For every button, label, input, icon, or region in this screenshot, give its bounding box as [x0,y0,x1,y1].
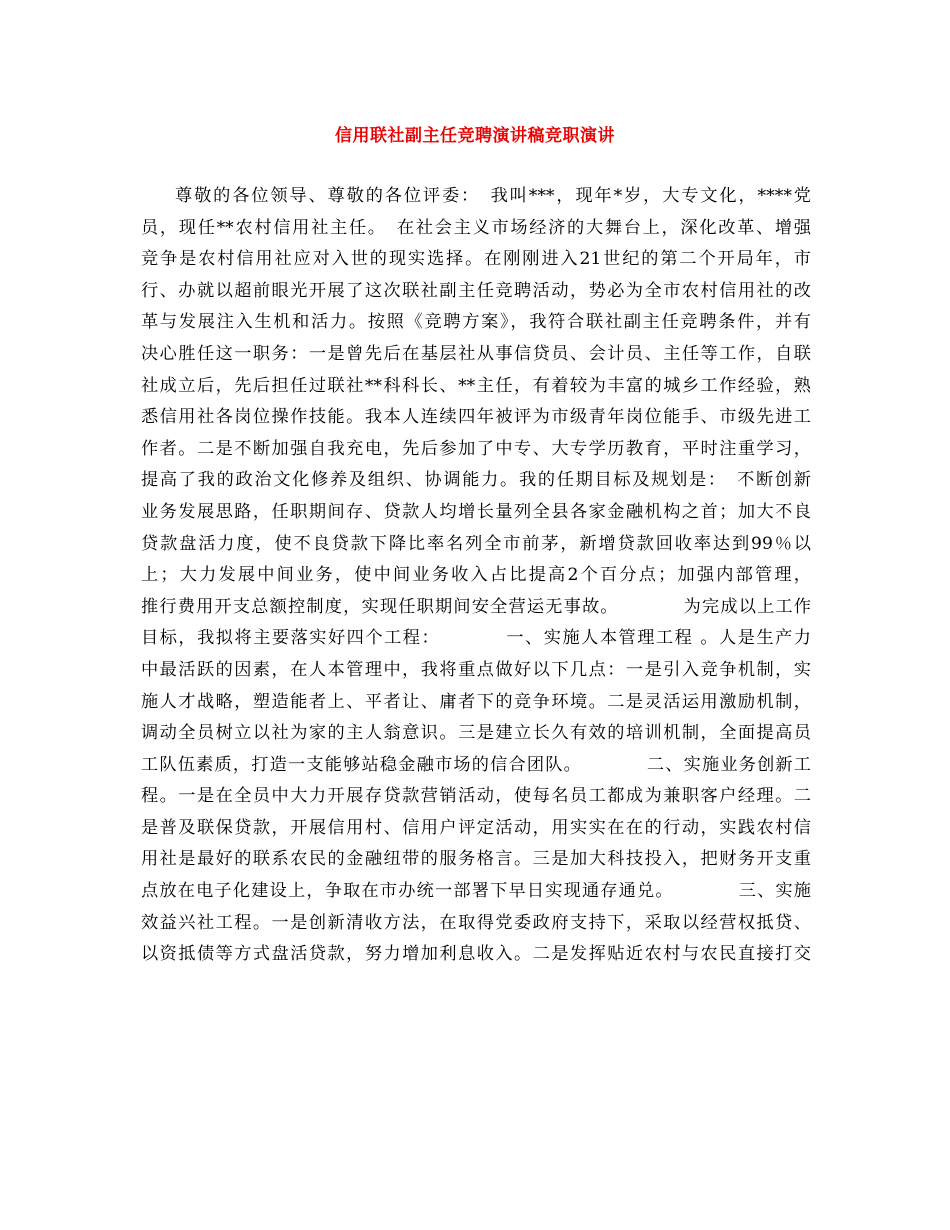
body-line: 业务发展思路，任职期间存、贷款人均增长量列全县各家金融机构之首；加大不良 [141,501,811,522]
document-title: 信用联社副主任竞聘演讲稿竞职演讲 [335,126,615,146]
body-line: 悉信用社各岗位操作技能。我本人连续四年被评为市级青年岗位能手、市级先进工 [141,407,811,428]
body-line: 社成立后，先后担任过联社**科科长、**主任，有着较为丰富的城乡工作经验，熟 [141,375,811,396]
body-line: 工队伍素质，打造一支能够站稳金融市场的信合团队。 二、实施业务创新工 [141,754,811,775]
body-line: 尊敬的各位领导、尊敬的各位评委： 我叫***，现年*岁，大专文化，****党 [175,186,811,206]
body-line: 用社是最好的联系农民的金融纽带的服务格言。三是加大科技投入，把财务开支重 [141,849,811,870]
body-line: 推行费用开支总额控制度，实现任职期间安全营运无事故。 为完成以上工作 [141,596,811,617]
body-line: 作者。二是不断加强自我充电，先后参加了中专、大专学历教育，平时注重学习， [141,438,811,459]
body-line: 以资抵债等方式盘活贷款，努力增加利息收入。二是发挥贴近农村与农民直接打交 [141,944,811,965]
body-line: 中最活跃的因素，在人本管理中，我将重点做好以下几点：一是引入竞争机制，实 [141,659,811,680]
body-line: 上；大力发展中间业务，使中间业务收入占比提高2个百分点；加强内部管理， [141,565,811,586]
body-line: 行、办就以超前眼光开展了这次联社副主任竞聘活动，势必为全市农村信用社的改 [141,280,811,301]
document-body [141,181,811,971]
body-line: 施人才战略，塑造能者上、平者让、庸者下的竞争环境。二是灵活运用激励机制， [141,691,811,712]
body-line: 程。一是在全员中大力开展存贷款营销活动，使每名员工都成为兼职客户经理。二 [141,786,811,807]
body-line: 效益兴社工程。一是创新清收方法，在取得党委政府支持下，采取以经营权抵贷、 [141,912,811,933]
body-line: 提高了我的政治文化修养及组织、协调能力。我的任期目标及规划是： 不断创新 [141,470,811,491]
body-line: 目标，我拟将主要落实好四个工程： 一、实施人本管理工程 。人是生产力 [141,628,811,649]
body-line: 员，现任**农村信用社主任。 在社会主义市场经济的大舞台上，深化改革、增强 [141,217,811,238]
body-line: 调动全员树立以社为家的主人翁意识。三是建立长久有效的培训机制，全面提高员 [141,723,811,744]
body-line: 决心胜任这一职务：一是曾先后在基层社从事信贷员、会计员、主任等工作，自联 [141,343,811,364]
body-line: 贷款盘活力度，使不良贷款下降比率名列全市前茅，新增贷款回收率达到99％以 [141,533,811,554]
body-line: 革与发展注入生机和活力。按照《竞聘方案》，我符合联社副主任竞聘条件，并有 [141,312,811,333]
body-line: 点放在电子化建设上，争取在市办统一部署下早日实现通存通兑。 三、实施 [141,881,811,902]
body-line: 是普及联保贷款，开展信用村、信用户评定活动，用实实在在的行动，实践农村信 [141,817,811,838]
body-line: 竞争是农村信用社应对入世的现实选择。在刚刚进入21世纪的第二个开局年，市 [141,249,811,270]
